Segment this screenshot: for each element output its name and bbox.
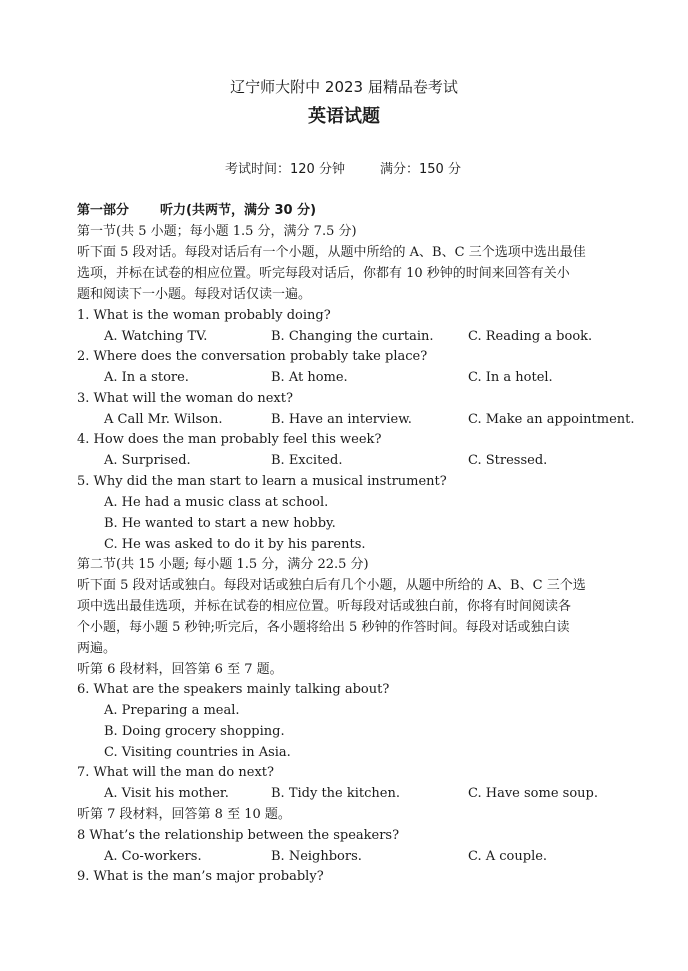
full-score: 满分：150 分 bbox=[380, 162, 461, 177]
instruction-line: 听下面 5 段对话或独白。每段对话或独白后有几个小题，从题中所给的 A、B、C 三个选 bbox=[77, 578, 586, 593]
question: 7. What will the man do next? bbox=[77, 765, 274, 780]
option-a: A. Co-workers. bbox=[104, 849, 202, 864]
option-b: B. Have an interview. bbox=[271, 412, 412, 427]
instruction-line: 个小题，每小题 5 秒钟;听完后，各小题将给出 5 秒钟的作答时间。每段对话或独白读 bbox=[77, 620, 570, 635]
option-a: A. He had a music class at school. bbox=[104, 495, 329, 510]
option-a: A. Preparing a meal. bbox=[104, 703, 240, 718]
part-one-label: 第一部分 bbox=[77, 203, 130, 218]
instruction-line: 题和阅读下一小题。每段对话仅读一遍。 bbox=[77, 287, 312, 302]
question: 9. What is the man’s major probably? bbox=[77, 869, 324, 884]
option-c: C. He was asked to do it by his parents. bbox=[104, 537, 366, 552]
question: 4. How does the man probably feel this week? bbox=[77, 432, 382, 447]
option-a: A. Surprised. bbox=[104, 453, 191, 468]
option-a: A Call Mr. Wilson. bbox=[104, 412, 223, 427]
question: 3. What will the woman do next? bbox=[77, 391, 293, 406]
option-c: C. Have some soup. bbox=[468, 786, 598, 801]
question: 5. Why did the man start to learn a musical instrument? bbox=[77, 474, 447, 489]
question: 1. What is the woman probably doing? bbox=[77, 308, 331, 323]
question: 6. What are the speakers mainly talking about? bbox=[77, 682, 390, 697]
material-note: 听第 6 段材料，回答第 6 至 7 题。 bbox=[77, 662, 283, 677]
option-b: B. Tidy the kitchen. bbox=[271, 786, 400, 801]
option-b: B. Excited. bbox=[271, 453, 343, 468]
option-b: B. Changing the curtain. bbox=[271, 329, 434, 344]
section-one-heading: 第一节(共 5 小题；每小题 1.5 分，满分 7.5 分) bbox=[77, 224, 357, 239]
section-two-heading: 第二节(共 15 小题; 每小题 1.5 分，满分 22.5 分) bbox=[77, 557, 369, 572]
option-c: C. Reading a book. bbox=[468, 329, 593, 344]
option-c: C. A couple. bbox=[468, 849, 548, 864]
option-c: C. Stressed. bbox=[468, 453, 548, 468]
material-note: 听第 7 段材料，回答第 8 至 10 题。 bbox=[77, 807, 291, 822]
option-a: A. Visit his mother. bbox=[104, 786, 229, 801]
part-one-title: 听力(共两节，满分 30 分) bbox=[160, 203, 317, 218]
option-c: C. Visiting countries in Asia. bbox=[104, 745, 291, 760]
option-c: C. Make an appointment. bbox=[468, 412, 635, 427]
option-c: C. In a hotel. bbox=[468, 370, 553, 385]
option-b: B. Neighbors. bbox=[271, 849, 362, 864]
option-a: A. Watching TV. bbox=[104, 329, 208, 344]
instruction-line: 选项，并标在试卷的相应位置。听完每段对话后，你都有 10 秒钟的时间来回答有关小 bbox=[77, 266, 570, 281]
question: 8 What’s the relationship between the speakers? bbox=[77, 828, 400, 843]
option-b: B. He wanted to start a new hobby. bbox=[104, 516, 336, 531]
option-b: B. At home. bbox=[271, 370, 348, 385]
school-title: 辽宁师大附中 2023 届精品卷考试 bbox=[230, 78, 458, 96]
exam-subject: 英语试题 bbox=[308, 106, 380, 127]
instruction-line: 两遍。 bbox=[77, 641, 117, 656]
option-a: A. In a store. bbox=[104, 370, 189, 385]
instruction-line: 项中选出最佳选项，并标在试卷的相应位置。听每段对话或独白前，你将有时间阅读各 bbox=[77, 599, 572, 614]
option-b: B. Doing grocery shopping. bbox=[104, 724, 285, 739]
exam-time: 考试时间：120 分钟 bbox=[225, 162, 345, 177]
instruction-line: 听下面 5 段对话。每段对话后有一个小题，从题中所给的 A、B、C 三个选项中选出最佳 bbox=[77, 245, 586, 260]
question: 2. Where does the conversation probably take place? bbox=[77, 349, 428, 364]
